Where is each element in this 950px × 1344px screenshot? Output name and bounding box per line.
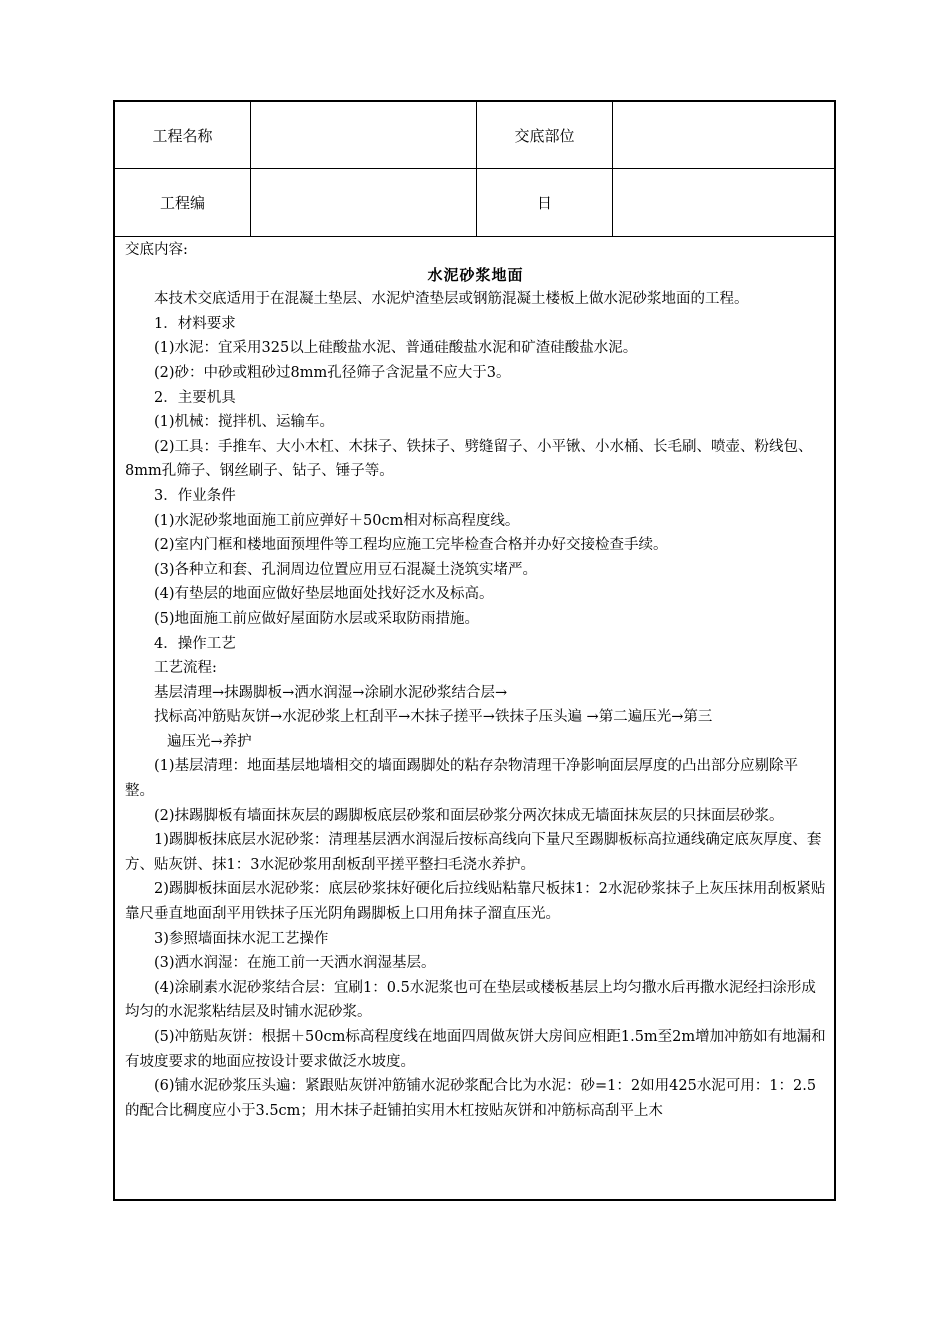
paragraph: (1)机械：搅拌机、运输车。: [154, 414, 335, 431]
section-heading: 4．操作工艺: [154, 635, 236, 652]
process-flow-line: 找标高冲筋贴灰饼→水泥砂浆上杠刮平→木抹子搓平→铁抹子压头遍 →第二遍压光→第三: [154, 709, 713, 726]
section-heading: 1．材料要求: [154, 315, 236, 332]
paragraph: (4)有垫层的地面应做好垫层地面处找好泛水及标高。: [154, 586, 494, 603]
disclosure-content: [115, 238, 834, 1123]
paragraph: (3)洒水润湿：在施工前一天洒水润湿基层。: [154, 955, 436, 972]
location-value: [613, 102, 834, 168]
paragraph: (6)铺水泥砂浆压头遍：紧跟贴灰饼冲筋铺水泥砂浆配合比为水泥：砂=1：2如用425水泥可用：1：2.5的配合比稠度应小于3.5cm；用木抹子赶铺拍实用木杠按贴灰饼和冲筋标高刮平上木: [125, 1078, 817, 1119]
location-label: 交底部位: [477, 102, 613, 168]
process-flow-label: 工艺流程:: [154, 660, 217, 677]
header-row-2: [115, 168, 834, 237]
paragraph: 3)参照墙面抹水泥工艺操作: [154, 930, 329, 947]
project-number-label: 工程编: [115, 168, 251, 236]
paragraph: (1)基层清理：地面基层地墙相交的墙面踢脚处的粘存杂物清理干净影响面层厚度的凸出部分应剔除平整。: [125, 758, 799, 800]
document-title: 水泥砂浆地面: [427, 265, 524, 284]
paragraph: (4)涂刷素水泥砂浆结合层：宜刷1：0.5水泥浆也可在垫层或楼板基层上均匀撒水后再撒水泥经扫涂形成均匀的水泥浆粘结层及时铺水泥砂浆。: [125, 979, 816, 1021]
project-name-value: [251, 102, 477, 168]
paragraph: (5)地面施工前应做好屋面防水层或采取防雨措施。: [154, 610, 480, 627]
paragraph: (2)工具：手推车、大小木杠、木抹子、铁抹子、劈缝留子、小平锹、小水桶、长毛刷、喷壶、粉线包、8mm孔筛子、钢丝刷子、钻子、锤子等。: [125, 438, 813, 480]
paragraph: 本技术交底适用于在混凝土垫层、水泥炉渣垫层或钢筋混凝土楼板上做水泥砂浆地面的工程。: [154, 291, 749, 308]
project-number-value: [251, 168, 477, 236]
date-label: 日: [477, 168, 613, 236]
section-heading: 2．主要机具: [154, 389, 236, 406]
paragraph: (1)水泥砂浆地面施工前应弹好＋50cm相对标高程度线。: [154, 512, 520, 529]
process-flow-line: 遍压光→养护: [167, 733, 252, 750]
process-flow-line: 基层清理→抹踢脚板→洒水润湿→涂刷水泥砂浆结合层→: [154, 684, 508, 701]
paragraph: 1)踢脚板抹底层水泥砂浆：清理基层洒水润湿后按标高线向下量尺至踢脚板标高拉通线确定底灰厚度、套方、贴灰饼、抹1：3水泥砂浆用刮板刮平搓平整扫毛浇水养护。: [125, 832, 822, 873]
paragraph: (5)冲筋贴灰饼：根据＋50cm标高程度线在地面四周做灰饼大房间应相距1.5m至2m增加冲筋如有地漏和有坡度要求的地面应按设计要求做泛水坡度。: [125, 1029, 826, 1070]
section-heading: 3．作业条件: [154, 487, 236, 504]
paragraph: (1)水泥：宜采用325以上硅酸盐水泥、普通硅酸盐水泥和矿渣硅酸盐水泥。: [154, 340, 638, 357]
paragraph: 2)踢脚板抹面层水泥砂浆：底层砂浆抹好硬化后拉线贴粘靠尺板抹1：2水泥砂浆抹子上灰压抹用刮板紧贴靠尺垂直地面刮平用铁抹子压光阴角踢脚板上口用角抹子溜直压光。: [125, 881, 826, 923]
content-label: 交底内容:: [125, 242, 188, 258]
header-row-1: [115, 102, 834, 169]
paragraph: (2)抹踢脚板有墙面抹灰层的踢脚板底层砂浆和面层砂浆分两次抹成无墙面抹灰层的只抹面层砂浆。: [154, 807, 784, 824]
project-name-label: 工程名称: [115, 102, 251, 168]
paragraph: (2)砂：中砂或粗砂过8mm孔径筛子含泥量不应大于3。: [154, 364, 511, 381]
date-value: [613, 168, 834, 236]
paragraph: (3)各种立和套、孔洞周边位置应用豆石混凝土浇筑实堵严。: [154, 561, 538, 578]
paragraph: (2)室内门框和楼地面预埋件等工程均应施工完毕检查合格并办好交接检查手续。: [154, 537, 668, 554]
disclosure-form: [113, 100, 836, 1201]
